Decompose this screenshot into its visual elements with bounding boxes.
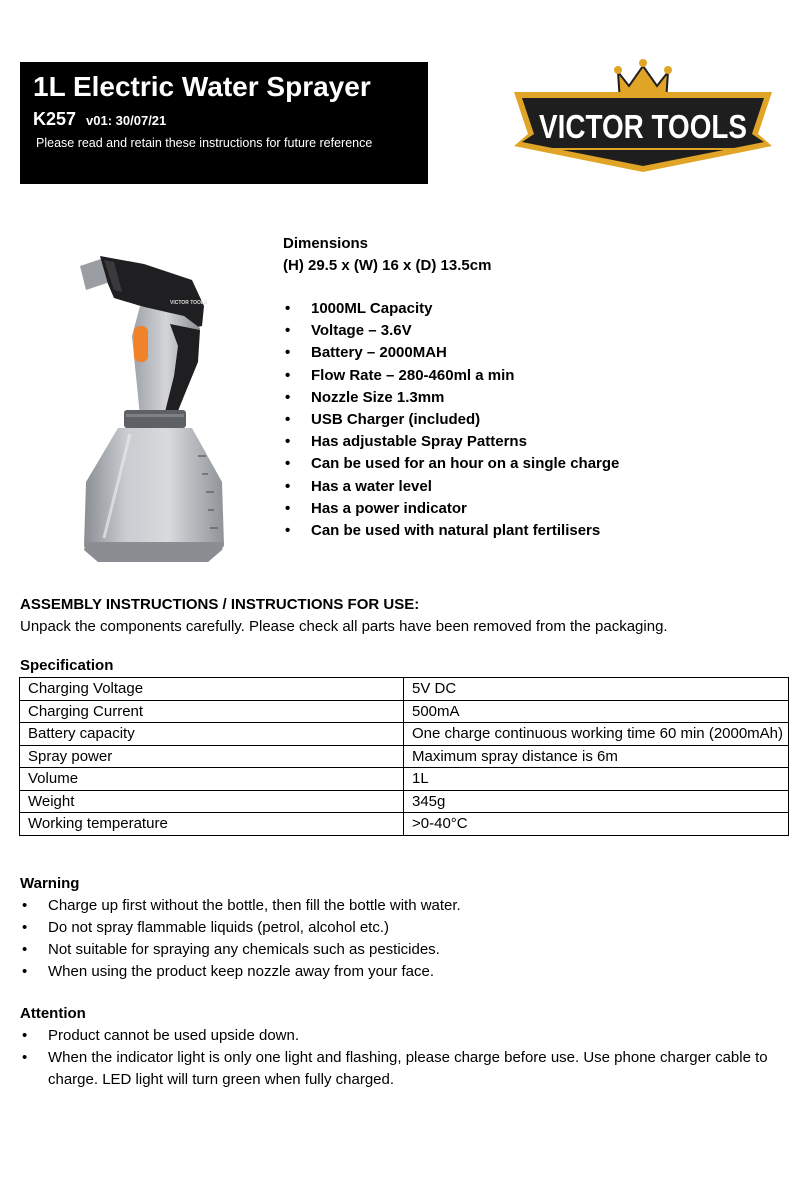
feature-item: • Has a water level xyxy=(283,476,793,498)
table-row xyxy=(20,768,789,791)
spec-label: Charging Current xyxy=(20,700,404,723)
feature-item: • Nozzle Size 1.3mm xyxy=(283,387,793,409)
list-item: • Product cannot be used upside down. xyxy=(20,1025,790,1047)
spec-value: >0-40°C xyxy=(404,813,789,836)
warning-heading: Warning xyxy=(20,875,80,892)
assembly-text: Unpack the components carefully. Please check all parts have been removed from the packaging. xyxy=(20,618,668,635)
feature-item: • Battery – 2000MAH xyxy=(283,342,793,364)
feature-item: • Voltage – 3.6V xyxy=(283,320,793,342)
spec-value: 345g xyxy=(404,790,789,813)
list-item: • Charge up first without the bottle, then fill the bottle with water. xyxy=(20,895,790,917)
spec-label: Working temperature xyxy=(20,813,404,836)
table-row xyxy=(20,745,789,768)
table-row xyxy=(20,678,789,701)
spec-value: 5V DC xyxy=(404,678,789,701)
attention-section xyxy=(20,1003,790,1091)
table-row xyxy=(20,813,789,836)
list-item: • Not suitable for spraying any chemicals such as pesticides. xyxy=(20,939,790,961)
warning-section xyxy=(20,873,790,983)
spec-label: Volume xyxy=(20,768,404,791)
product-code xyxy=(33,109,166,130)
feature-item: • Can be used with natural plant fertilisers xyxy=(283,520,793,542)
spec-label: Battery capacity xyxy=(20,723,404,746)
dimensions-heading: Dimensions xyxy=(283,235,369,252)
version-label: v01: 30/07/21 xyxy=(86,113,167,128)
attention-list xyxy=(20,1025,790,1091)
product-code-text: K257 xyxy=(33,109,77,129)
feature-item: • 1000ML Capacity xyxy=(283,298,793,320)
svg-text:VICTOR TOOLS: VICTOR TOOLS xyxy=(170,300,208,306)
specification-heading: Specification xyxy=(20,657,114,674)
spec-label: Weight xyxy=(20,790,404,813)
sprayer-product-image xyxy=(74,246,234,570)
specification-table xyxy=(19,677,789,836)
feature-item: • Flow Rate – 280-460ml a min xyxy=(283,365,793,387)
feature-item: • Has a power indicator xyxy=(283,498,793,520)
list-item: • When the indicator light is only one light and flashing, please charge before use. Use phone charger cable to charge. LED light will turn green when fully charged. xyxy=(20,1047,790,1091)
logo-text: VICTOR TOOLS xyxy=(539,108,747,145)
feature-list xyxy=(283,298,793,542)
spec-label: Spray power xyxy=(20,745,404,768)
dimensions-value: (H) 29.5 x (W) 16 x (D) 13.5cm xyxy=(283,257,492,274)
product-specs xyxy=(283,233,793,542)
table-row xyxy=(20,723,789,746)
attention-heading: Attention xyxy=(20,1005,86,1022)
feature-item: • USB Charger (included) xyxy=(283,409,793,431)
spec-value: One charge continuous working time 60 min (2000mAh) xyxy=(404,723,789,746)
spec-value: Maximum spray distance is 6m xyxy=(404,745,789,768)
table-row xyxy=(20,700,789,723)
spec-value: 1L xyxy=(404,768,789,791)
spec-label: Charging Voltage xyxy=(20,678,404,701)
warning-list xyxy=(20,895,790,983)
document-title: 1L Electric Water Sprayer xyxy=(33,71,371,102)
feature-item: • Can be used for an hour on a single charge xyxy=(283,453,793,475)
victor-tools-logo xyxy=(512,50,774,174)
header-note: Please read and retain these instructions for future reference xyxy=(36,136,373,150)
assembly-section xyxy=(20,594,790,638)
spec-value: 500mA xyxy=(404,700,789,723)
table-row xyxy=(20,790,789,813)
list-item: • When using the product keep nozzle away from your face. xyxy=(20,961,790,983)
list-item: • Do not spray flammable liquids (petrol, alcohol etc.) xyxy=(20,917,790,939)
feature-item: • Has adjustable Spray Patterns xyxy=(283,431,793,453)
header-box xyxy=(20,62,428,184)
assembly-heading: ASSEMBLY INSTRUCTIONS / INSTRUCTIONS FOR USE: xyxy=(20,596,420,613)
